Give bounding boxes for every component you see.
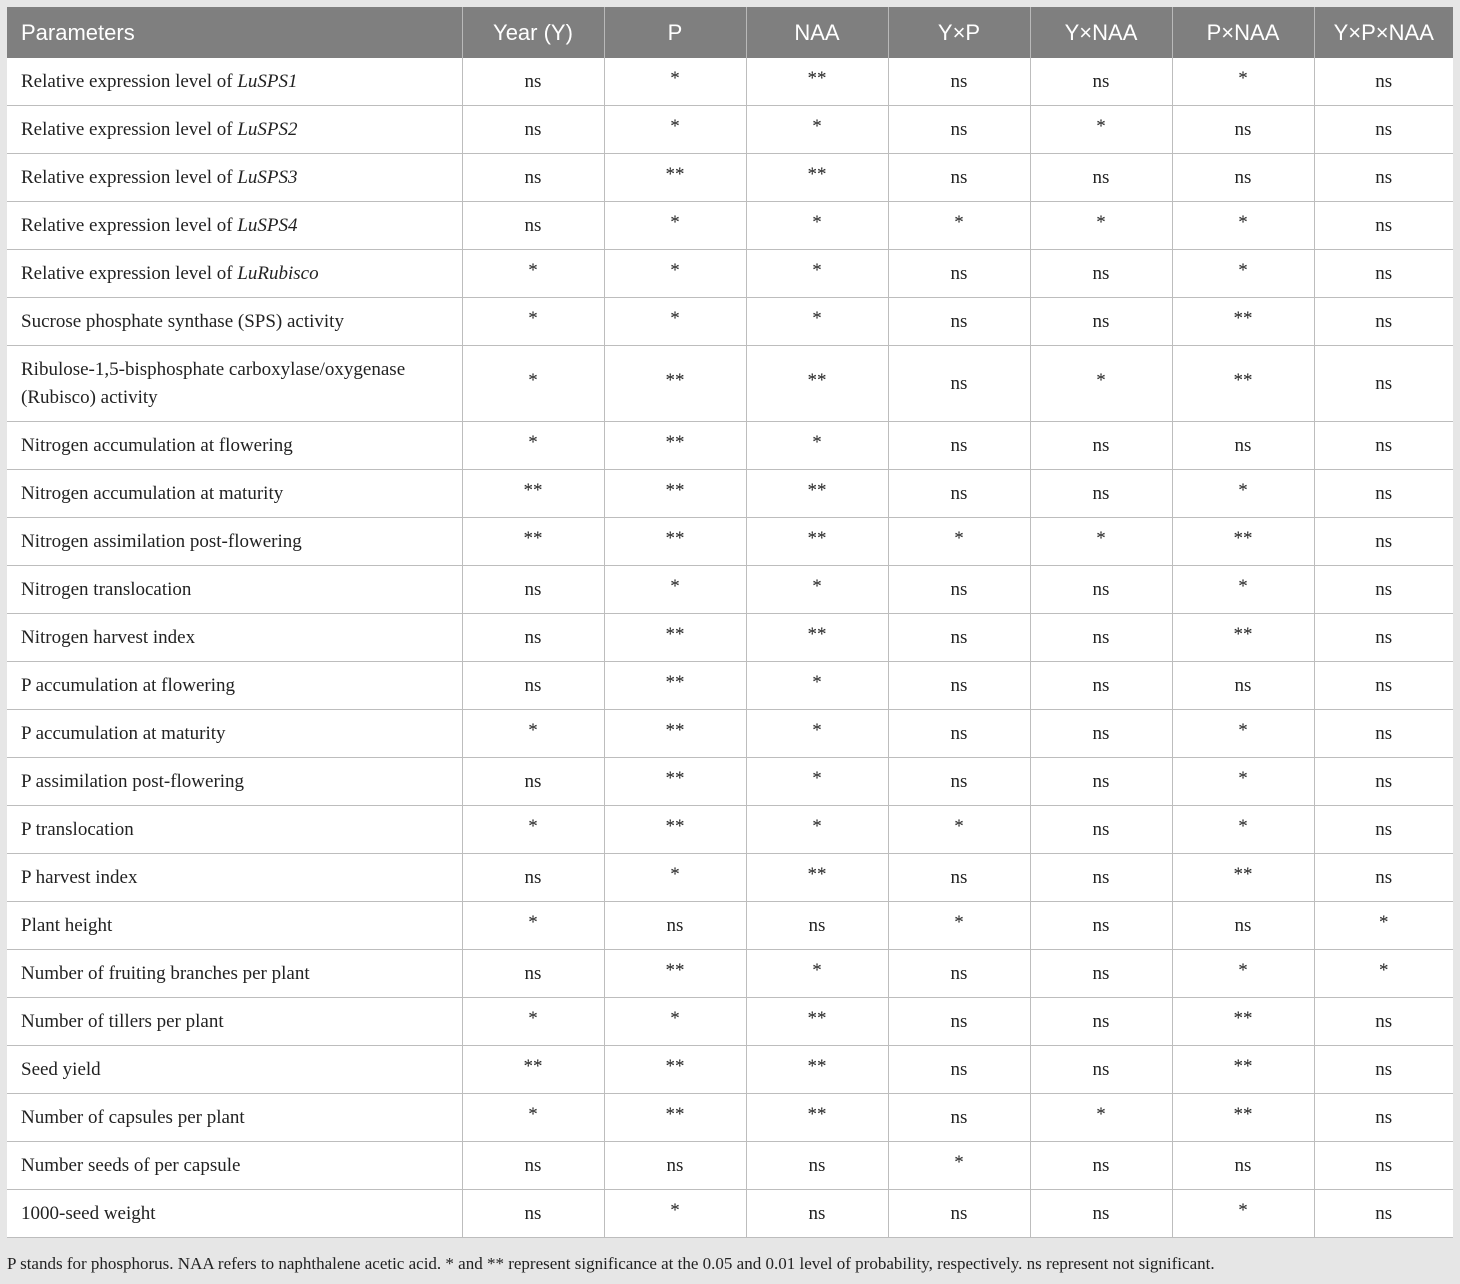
table-row: [7, 758, 1453, 806]
significance-cell: ns: [462, 1142, 604, 1190]
parameter-name: [7, 154, 462, 202]
significance-cell: ns: [746, 902, 888, 950]
header-factor: Y×P×NAA: [1314, 7, 1453, 58]
parameter-name: [7, 998, 462, 1046]
parameter-name: [7, 614, 462, 662]
significance-cell: *: [462, 803, 604, 851]
table-row: [7, 1094, 1453, 1142]
significance-cell: *: [746, 707, 888, 755]
significance-cell: ns: [462, 950, 604, 998]
table-row: [7, 518, 1453, 566]
parameter-text: Relative expression level of: [21, 166, 238, 188]
significance-cell: *: [604, 1187, 746, 1235]
table-row: [7, 154, 1453, 202]
parameter-text: Number seeds of per capsule: [21, 1154, 241, 1176]
parameter-text: Ribulose-1,5-bisphosphate carboxylase/oxygenase (Rubisco) activity: [21, 358, 406, 408]
significance-cell: ns: [888, 950, 1030, 998]
significance-cell: ns: [462, 106, 604, 154]
significance-cell: ns: [1030, 902, 1172, 950]
gene-name: LuSPS1: [237, 70, 298, 92]
significance-cell: ns: [888, 250, 1030, 298]
significance-cell: ns: [888, 998, 1030, 1046]
significance-cell: *: [462, 899, 604, 947]
parameter-name: [7, 902, 462, 950]
significance-cell: *: [746, 295, 888, 343]
significance-cell: ns: [604, 1142, 746, 1190]
significance-cell: ns: [888, 58, 1030, 106]
significance-cell: **: [604, 343, 746, 419]
significance-cell: ns: [888, 566, 1030, 614]
parameter-text: Number of tillers per plant: [21, 1010, 224, 1032]
significance-cell: ns: [1030, 758, 1172, 806]
significance-cell: ns: [888, 1190, 1030, 1238]
significance-cell: *: [1172, 1187, 1314, 1235]
significance-cell: ns: [1030, 1190, 1172, 1238]
significance-cell: *: [462, 247, 604, 295]
significance-cell: ns: [1030, 950, 1172, 998]
significance-cell: ns: [1030, 470, 1172, 518]
significance-cell: ns: [888, 1046, 1030, 1094]
table-row: [7, 470, 1453, 518]
table-row: [7, 298, 1453, 346]
significance-cell: *: [1314, 947, 1453, 995]
significance-cell: ns: [1030, 1142, 1172, 1190]
parameter-text: Nitrogen accumulation at flowering: [21, 434, 293, 456]
header-parameters: Parameters: [7, 7, 462, 58]
significance-cell: *: [462, 343, 604, 419]
significance-cell: ns: [888, 154, 1030, 202]
significance-cell: ns: [1314, 470, 1453, 518]
significance-cell: **: [746, 995, 888, 1043]
significance-cell: **: [604, 515, 746, 563]
parameter-text: Number of capsules per plant: [21, 1106, 245, 1128]
significance-cell: *: [746, 419, 888, 467]
significance-cell: *: [604, 851, 746, 899]
parameter-text: P translocation: [21, 818, 134, 840]
significance-cell: ns: [1172, 422, 1314, 470]
significance-cell: ns: [1314, 806, 1453, 854]
significance-cell: *: [888, 199, 1030, 247]
significance-cell: ns: [888, 346, 1030, 422]
significance-cell: *: [1314, 899, 1453, 947]
significance-cell: *: [1030, 199, 1172, 247]
significance-cell: ns: [1314, 758, 1453, 806]
gene-name: LuSPS3: [237, 166, 298, 188]
table-row: [7, 250, 1453, 298]
significance-cell: *: [604, 247, 746, 295]
significance-cell: *: [1172, 563, 1314, 611]
parameter-text: P accumulation at flowering: [21, 674, 236, 696]
significance-cell: ns: [888, 662, 1030, 710]
significance-cell: ns: [1314, 1094, 1453, 1142]
significance-cell: ns: [888, 470, 1030, 518]
significance-cell: ns: [604, 902, 746, 950]
significance-cell: **: [462, 467, 604, 515]
significance-cell: **: [1172, 611, 1314, 659]
table-row: [7, 1190, 1453, 1238]
significance-cell: ns: [1030, 806, 1172, 854]
significance-cell: ns: [1030, 250, 1172, 298]
table-footnote: P stands for phosphorus. NAA refers to naphthalene acetic acid. * and ** represent significance at the 0.05 and 0.01 level of probability, respectively. ns represent not significant.: [7, 1254, 1215, 1273]
significance-cell: **: [604, 755, 746, 803]
parameter-text: P assimilation post-flowering: [21, 770, 245, 792]
significance-cell: ns: [1314, 1190, 1453, 1238]
significance-cell: ns: [888, 758, 1030, 806]
parameter-name: [7, 710, 462, 758]
significance-cell: *: [746, 659, 888, 707]
significance-cell: *: [1172, 55, 1314, 103]
parameter-name: [7, 854, 462, 902]
significance-cell: **: [746, 851, 888, 899]
header-factor: P: [604, 7, 746, 58]
header-factor: NAA: [746, 7, 888, 58]
significance-cell: ns: [1314, 1142, 1453, 1190]
significance-cell: **: [604, 419, 746, 467]
parameter-text: Relative expression level of: [21, 214, 238, 236]
parameter-text: Relative expression level of: [21, 118, 238, 140]
significance-cell: ns: [462, 854, 604, 902]
significance-cell: ns: [1030, 58, 1172, 106]
parameter-name: [7, 1190, 462, 1238]
significance-cell: *: [462, 995, 604, 1043]
table-row: [7, 950, 1453, 998]
significance-cell: ns: [462, 662, 604, 710]
significance-cell: ns: [462, 614, 604, 662]
significance-cell: *: [462, 1091, 604, 1139]
significance-cell: *: [888, 1139, 1030, 1187]
significance-cell: *: [1172, 707, 1314, 755]
parameter-text: Number of fruiting branches per plant: [21, 962, 310, 984]
significance-cell: ns: [462, 154, 604, 202]
significance-cell: ns: [746, 1142, 888, 1190]
significance-cell: ns: [1314, 58, 1453, 106]
table-body: [7, 58, 1453, 1238]
gene-name: LuSPS2: [237, 118, 298, 140]
parameter-name: [7, 662, 462, 710]
significance-cell: ns: [1172, 662, 1314, 710]
significance-cell: *: [888, 515, 1030, 563]
significance-cell: ns: [1314, 202, 1453, 250]
significance-cell: **: [746, 1091, 888, 1139]
significance-cell: *: [888, 803, 1030, 851]
significance-cell: **: [604, 1091, 746, 1139]
table-row: [7, 710, 1453, 758]
significance-cell: ns: [888, 1094, 1030, 1142]
parameter-name: [7, 250, 462, 298]
table-row: [7, 1142, 1453, 1190]
significance-cell: *: [604, 55, 746, 103]
significance-cell: *: [746, 103, 888, 151]
table-row: [7, 806, 1453, 854]
parameter-text: Sucrose phosphate synthase (SPS) activity: [21, 310, 344, 332]
significance-cell: *: [1030, 1091, 1172, 1139]
significance-cell: **: [746, 55, 888, 103]
significance-cell: **: [462, 515, 604, 563]
significance-cell: **: [1172, 295, 1314, 343]
significance-cell: ns: [1314, 1046, 1453, 1094]
significance-cell: **: [746, 611, 888, 659]
significance-cell: ns: [888, 106, 1030, 154]
significance-cell: ns: [1030, 662, 1172, 710]
significance-cell: *: [1172, 803, 1314, 851]
parameter-name: [7, 422, 462, 470]
significance-cell: ns: [1030, 298, 1172, 346]
significance-cell: **: [604, 707, 746, 755]
parameter-text: P accumulation at maturity: [21, 722, 226, 744]
parameter-text: Seed yield: [21, 1058, 101, 1080]
significance-cell: **: [1172, 995, 1314, 1043]
significance-cell: *: [1172, 247, 1314, 295]
parameter-text: Nitrogen assimilation post-flowering: [21, 530, 302, 552]
significance-cell: *: [1172, 947, 1314, 995]
table-row: [7, 422, 1453, 470]
significance-table: [7, 7, 1453, 1238]
significance-cell: ns: [462, 202, 604, 250]
parameter-name: [7, 202, 462, 250]
significance-cell: ns: [1172, 106, 1314, 154]
significance-cell: ns: [1314, 566, 1453, 614]
table-row: [7, 662, 1453, 710]
table-row: [7, 1046, 1453, 1094]
significance-cell: ns: [462, 1190, 604, 1238]
header-row: [7, 7, 1453, 58]
header-factor: Year (Y): [462, 7, 604, 58]
significance-cell: **: [604, 467, 746, 515]
significance-cell: *: [746, 199, 888, 247]
significance-cell: ns: [888, 298, 1030, 346]
significance-cell: *: [462, 295, 604, 343]
significance-cell: **: [604, 803, 746, 851]
parameter-text: Nitrogen harvest index: [21, 626, 196, 648]
parameter-name: [7, 806, 462, 854]
significance-cell: ns: [1314, 298, 1453, 346]
parameter-text: Relative expression level of: [21, 262, 238, 284]
parameter-name: [7, 566, 462, 614]
significance-cell: ns: [746, 1190, 888, 1238]
significance-cell: **: [1172, 851, 1314, 899]
significance-cell: ns: [1030, 566, 1172, 614]
significance-cell: ns: [1314, 662, 1453, 710]
parameter-name: [7, 470, 462, 518]
parameter-text: Nitrogen accumulation at maturity: [21, 482, 284, 504]
significance-cell: *: [1030, 515, 1172, 563]
significance-cell: ns: [1314, 614, 1453, 662]
significance-cell: ns: [1030, 614, 1172, 662]
significance-cell: *: [462, 707, 604, 755]
significance-cell: *: [1172, 467, 1314, 515]
parameter-name: [7, 1046, 462, 1094]
significance-cell: ns: [1314, 422, 1453, 470]
significance-cell: *: [746, 563, 888, 611]
table-row: [7, 58, 1453, 106]
parameter-name: [7, 1142, 462, 1190]
parameter-text: Relative expression level of: [21, 70, 238, 92]
significance-cell: ns: [1314, 518, 1453, 566]
significance-cell: ns: [1314, 346, 1453, 422]
significance-cell: ns: [1314, 106, 1453, 154]
significance-cell: ns: [1172, 1142, 1314, 1190]
header-factor: P×NAA: [1172, 7, 1314, 58]
parameter-name: [7, 758, 462, 806]
significance-cell: *: [746, 247, 888, 295]
table-row: [7, 998, 1453, 1046]
gene-name: LuRubisco: [237, 262, 319, 284]
significance-cell: ns: [1172, 902, 1314, 950]
significance-cell: **: [604, 659, 746, 707]
significance-cell: ns: [1030, 422, 1172, 470]
gene-name: LuSPS4: [237, 214, 298, 236]
significance-cell: ns: [888, 422, 1030, 470]
significance-cell: ns: [1314, 250, 1453, 298]
table-row: [7, 854, 1453, 902]
parameter-name: [7, 58, 462, 106]
significance-cell: ns: [1030, 854, 1172, 902]
significance-cell: **: [746, 151, 888, 199]
parameter-text: Plant height: [21, 914, 113, 936]
parameter-name: [7, 298, 462, 346]
significance-cell: *: [462, 419, 604, 467]
significance-cell: ns: [462, 758, 604, 806]
significance-cell: **: [1172, 1091, 1314, 1139]
table-row: [7, 566, 1453, 614]
significance-cell: ns: [462, 58, 604, 106]
significance-cell: ns: [1314, 854, 1453, 902]
header-factor: Y×P: [888, 7, 1030, 58]
significance-cell: **: [746, 515, 888, 563]
significance-cell: *: [746, 947, 888, 995]
significance-cell: ns: [1172, 154, 1314, 202]
significance-cell: *: [604, 295, 746, 343]
significance-cell: *: [1172, 755, 1314, 803]
significance-cell: **: [604, 611, 746, 659]
table-row: [7, 202, 1453, 250]
parameter-name: [7, 106, 462, 154]
significance-cell: ns: [888, 854, 1030, 902]
significance-cell: *: [604, 995, 746, 1043]
significance-cell: **: [462, 1043, 604, 1091]
header-factor: Y×NAA: [1030, 7, 1172, 58]
parameter-text: P harvest index: [21, 866, 138, 888]
significance-cell: *: [746, 755, 888, 803]
significance-cell: *: [1030, 103, 1172, 151]
significance-cell: **: [1172, 343, 1314, 419]
significance-cell: *: [604, 199, 746, 247]
table-row: [7, 346, 1453, 422]
significance-cell: ns: [462, 566, 604, 614]
significance-cell: ns: [888, 710, 1030, 758]
parameter-text: 1000-seed weight: [21, 1202, 156, 1224]
parameter-name: [7, 346, 462, 422]
significance-cell: **: [1172, 515, 1314, 563]
significance-cell: ns: [1314, 154, 1453, 202]
significance-cell: **: [746, 1043, 888, 1091]
significance-cell: *: [604, 103, 746, 151]
significance-cell: **: [1172, 1043, 1314, 1091]
parameter-name: [7, 518, 462, 566]
significance-cell: *: [1030, 343, 1172, 419]
significance-cell: **: [604, 947, 746, 995]
significance-cell: *: [888, 899, 1030, 947]
significance-cell: **: [746, 467, 888, 515]
parameter-text: Nitrogen translocation: [21, 578, 192, 600]
significance-cell: ns: [1314, 710, 1453, 758]
significance-cell: ns: [1314, 998, 1453, 1046]
significance-cell: **: [604, 151, 746, 199]
significance-cell: ns: [888, 614, 1030, 662]
table-row: [7, 106, 1453, 154]
significance-cell: ns: [1030, 998, 1172, 1046]
significance-cell: ns: [1030, 154, 1172, 202]
significance-cell: ns: [1030, 1046, 1172, 1094]
significance-cell: *: [604, 563, 746, 611]
table-row: [7, 614, 1453, 662]
significance-cell: **: [604, 1043, 746, 1091]
table-row: [7, 902, 1453, 950]
parameter-name: [7, 950, 462, 998]
parameter-name: [7, 1094, 462, 1142]
significance-cell: *: [1172, 199, 1314, 247]
significance-cell: *: [746, 803, 888, 851]
significance-cell: ns: [1030, 710, 1172, 758]
significance-cell: **: [746, 343, 888, 419]
